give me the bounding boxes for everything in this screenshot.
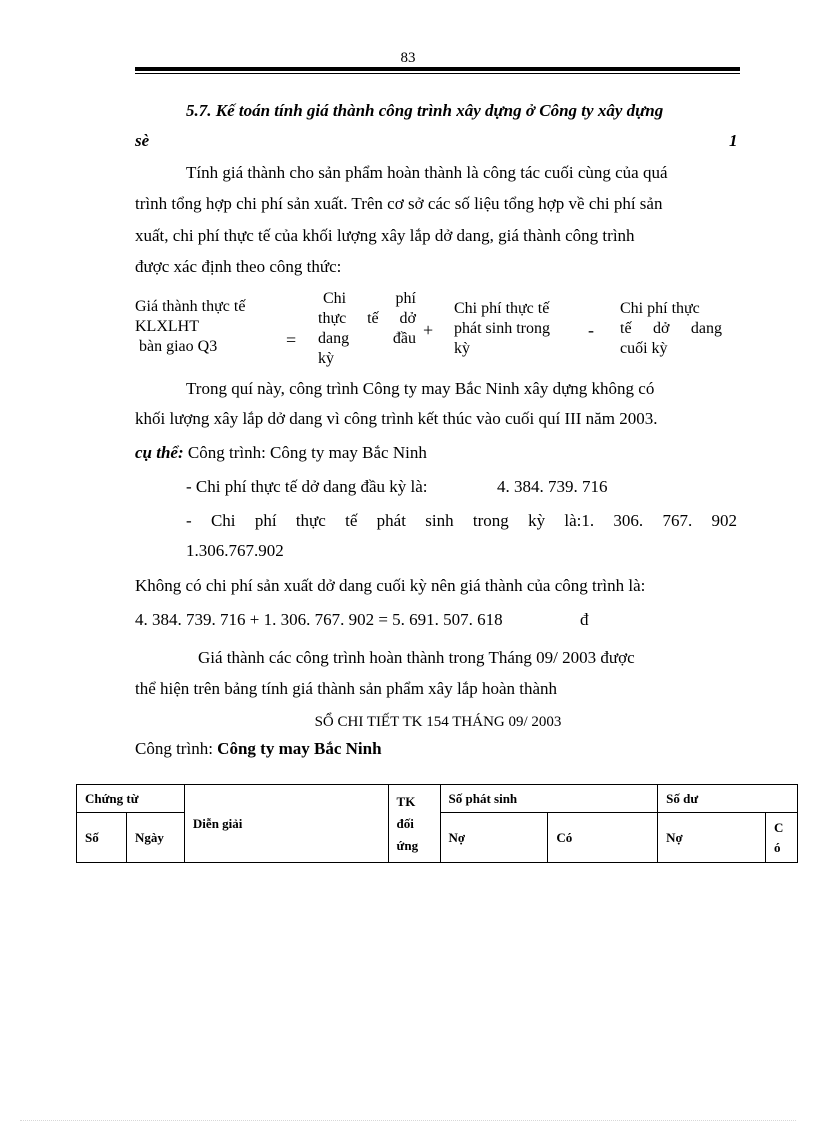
para2-line-2: khối lượng xây lắp dở dang vì công trình kết thúc vào cuối quí III năm 2003. [135,409,658,428]
formula-term1-line: kỳ [318,350,334,367]
item2-label: - Chi phí thực tế phát sinh trong kỳ là:1. 306. 767. 902 [186,511,737,530]
currency-symbol: đ [580,610,589,629]
formula-term1-line: thực tế dở [318,310,416,327]
header-rule-thick [135,67,740,71]
header-account-line: ứng [396,837,419,853]
header-balance-credit-line: ó [773,839,781,855]
formula-term3 [620,299,722,359]
intro-line-1: Tính giá thành cho sản phẩm hoàn thành là công tác cuối cùng của quá [186,163,668,182]
formula-term3-line: tế dở dang [620,320,722,337]
item1-value: 4. 384. 739. 716 [497,477,608,496]
header-voucher-date: Ngày [126,813,184,863]
header-account [388,785,440,863]
project-line [135,739,382,759]
specific-line [135,443,427,463]
ledger-title: SỔ CHI TIẾT TK 154 THÁNG 09/ 2003 [314,714,562,730]
formula-lhs [135,297,275,357]
header-rule-thin [135,73,740,74]
formula-term2 [454,299,584,359]
formula-minus: - [588,320,594,340]
table-header-row [77,785,798,813]
formula-term3-line: Chi phí thực [620,300,700,317]
formula-term2-line: phát sinh trong [454,320,550,337]
calculation: 4. 384. 739. 716 + 1. 306. 767. 902 = 5. 691. 507. 618 [135,610,503,629]
formula-term2-line: Chi phí thực tế [454,300,550,317]
project-name: Công ty may Bắc Ninh [217,739,382,758]
item1-label: - Chi phí thực tế dở dang đầu kỳ là: [186,477,428,496]
section-heading-line2-left: sè [135,131,150,150]
header-voucher-no: Số [77,813,127,863]
formula-equals: = [286,330,297,350]
formula-plus: + [423,320,434,340]
header-balance-credit [765,813,797,863]
header-description: Diễn giải [184,785,388,863]
formula-term3-line: cuối kỳ [620,340,668,357]
conclusion: Không có chi phí sản xuất dở dang cuối kỳ nên giá thành của công trình là: [135,576,646,595]
para3-line-1: Giá thành các công trình hoàn thành trong Tháng 09/ 2003 được [198,648,635,667]
header-account-line: đối [396,815,414,831]
item2-value: 1.306.767.902 [186,541,284,560]
para2-line-1: Trong quí này, công trình Công ty may Bắc Ninh xây dựng không có [186,379,655,398]
ledger-table [76,784,798,863]
section-heading-line2-right: 1 [729,131,738,150]
para3-line-2: thể hiện trên bảng tính giá thành sản phẩm xây lắp hoàn thành [135,679,558,698]
page-number: 83 [400,50,416,66]
formula-term1-line: dang đầu [318,330,416,347]
bottom-dotted-line [20,1120,796,1121]
project-label: Công trình: [135,739,213,758]
header-balance-debit: Nợ [658,813,766,863]
header-balance: Số dư [658,785,798,813]
formula-term1 [318,289,416,369]
formula-lhs-line: bàn giao Q3 [139,338,218,355]
header-arising-debit: Nợ [440,813,548,863]
header-arising: Số phát sinh [440,785,658,813]
formula-term2-line: kỳ [454,340,470,357]
header-balance-credit-line: C [773,819,784,835]
intro-line-3: xuất, chi phí thực tế của khối lượng xây lắp dở dang, giá thành công trình [135,226,635,245]
formula-lhs-line: Giá thành thực tế [135,298,246,315]
formula-lhs-line: KLXLHT [135,318,199,335]
formula-term1-line: Chi phí [323,290,416,307]
intro-line-2: trình tổng hợp chi phí sản xuất. Trên cơ sở các số liệu tổng hợp về chi phí sản [135,194,663,213]
section-heading-line1: 5.7. Kế toán tính giá thành công trình xây dựng ở Công ty xây dựng [186,101,664,120]
intro-line-4: được xác định theo công thức: [135,257,342,276]
specific-text: Công trình: Công ty may Bắc Ninh [187,443,427,462]
header-account-line: TK [396,793,416,809]
header-arising-credit: Có [548,813,658,863]
header-voucher: Chứng từ [77,785,185,813]
specific-label: cụ thể: [135,443,184,462]
